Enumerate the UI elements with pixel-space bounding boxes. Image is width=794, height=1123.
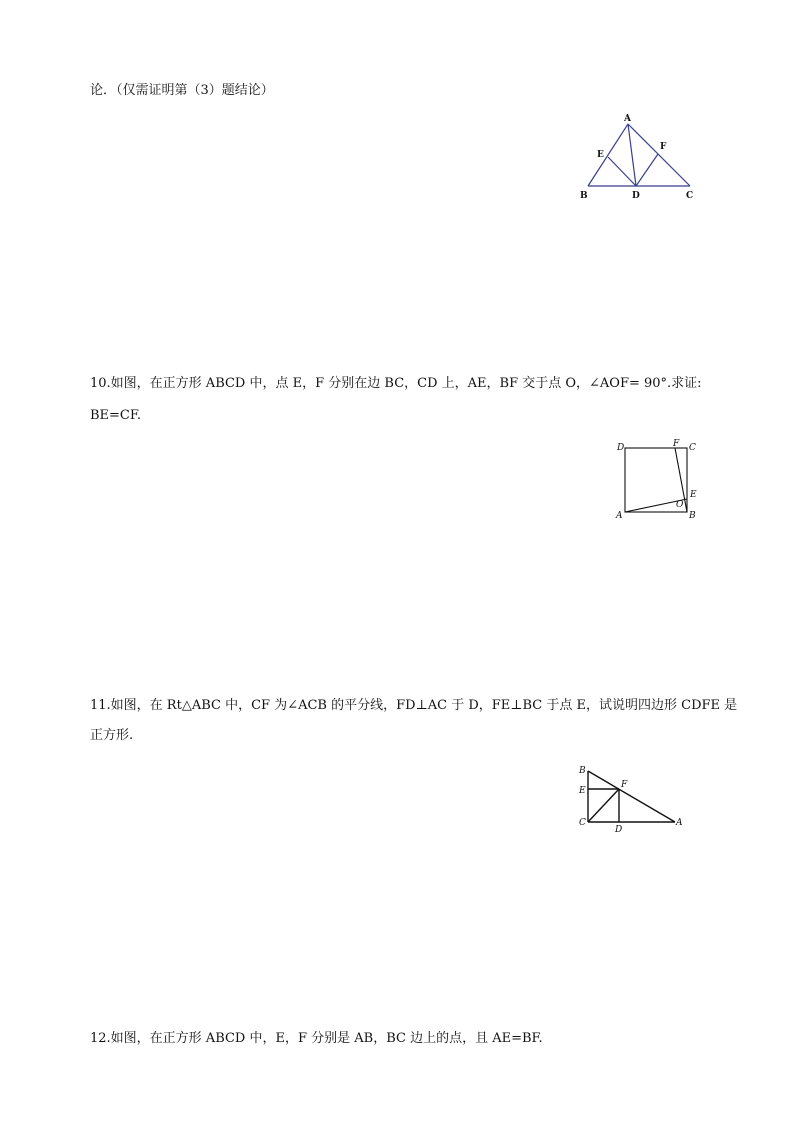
figure-right-triangle-abc bbox=[575, 762, 690, 837]
text-line-intro: 论．（仅需证明第（3）题结论） bbox=[90, 83, 274, 98]
question-10-line-2: BE=CF. bbox=[90, 408, 142, 423]
label-b: B bbox=[580, 191, 588, 201]
figure-triangle-abc bbox=[575, 110, 705, 205]
figure-square-abcd bbox=[612, 438, 704, 522]
figure-3-lines bbox=[588, 771, 675, 822]
question-11-line-2: 正方形. bbox=[90, 728, 134, 743]
label-f: F bbox=[660, 142, 667, 152]
label-d: D bbox=[632, 191, 640, 201]
label-o: O bbox=[676, 500, 684, 510]
question-12-line-1: 12.如图，在正方形 ABCD 中，E，F 分别是 AB，BC 边上的点，且 AE=BF. bbox=[90, 1031, 543, 1046]
label-f: F bbox=[673, 439, 680, 449]
segment-ed bbox=[608, 157, 636, 186]
label-a: A bbox=[624, 114, 631, 124]
label-e: E bbox=[597, 150, 604, 160]
label-d: D bbox=[615, 825, 623, 835]
label-d: D bbox=[617, 443, 625, 453]
label-a: A bbox=[616, 511, 623, 521]
segment-ac bbox=[628, 124, 690, 186]
segment-ba bbox=[588, 771, 675, 822]
question-10-line-1: 10.如图，在正方形 ABCD 中，点 E，F 分别在边 BC，CD 上，AE，BF 交于点 O，∠AOF= 90°.求证: bbox=[90, 376, 702, 391]
label-b: B bbox=[689, 511, 696, 521]
question-11-line-1: 11.如图，在 Rt△ABC 中，CF 为∠ACB 的平分线，FD⊥AC 于 D，FE⊥BC 于点 E，试说明四边形 CDFE 是 bbox=[90, 698, 738, 713]
label-c: C bbox=[686, 191, 694, 201]
label-e: E bbox=[690, 490, 697, 500]
segment-fd bbox=[636, 154, 658, 186]
label-a: A bbox=[676, 818, 683, 828]
segment-cf bbox=[588, 789, 619, 822]
label-c: C bbox=[689, 443, 696, 453]
segment-ad bbox=[628, 124, 636, 186]
label-c: C bbox=[579, 818, 586, 828]
label-e: E bbox=[579, 786, 586, 796]
label-b: B bbox=[579, 766, 586, 776]
label-f: F bbox=[621, 780, 628, 790]
segment-ab bbox=[588, 124, 628, 186]
